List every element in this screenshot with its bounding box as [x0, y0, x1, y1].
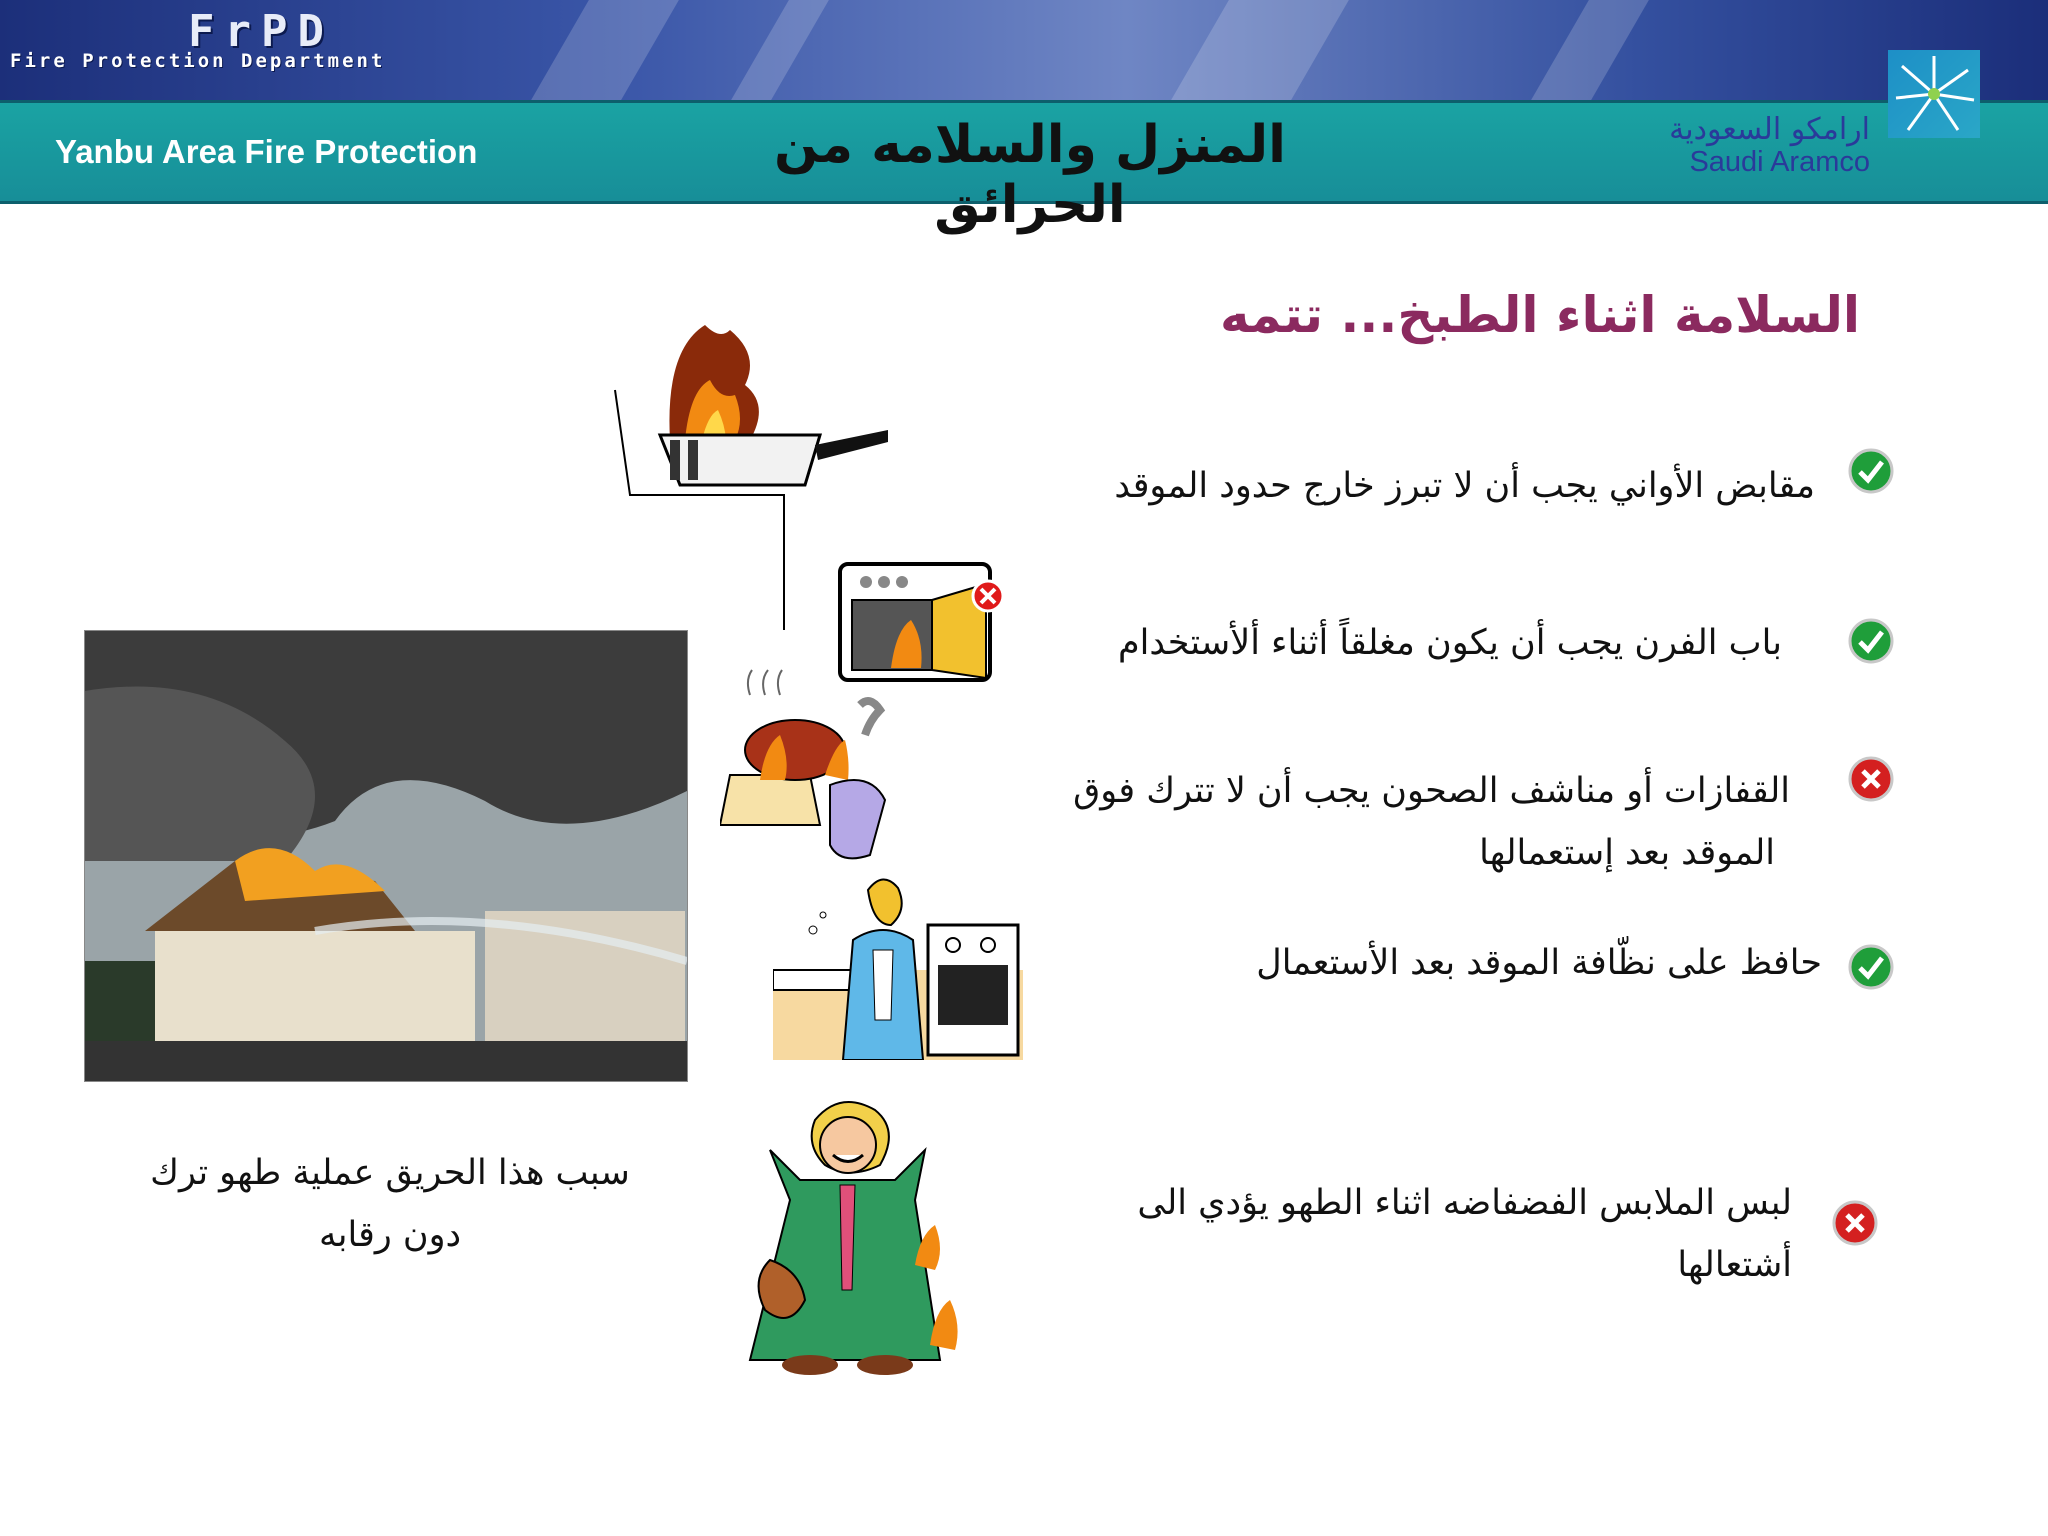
tip-3-text-line2: الموقد بعد إستعمالها	[1479, 833, 1775, 873]
tip-2-text: باب الفرن يجب أن يكون مغلقاً أثناء ألأستخدام	[1118, 623, 1782, 663]
tip-4-text: حافظ على نظّافة الموقد بعد الأستعمال	[1256, 943, 1822, 983]
photo-caption-line2: دون رقابه	[318, 1215, 462, 1255]
check-icon	[1848, 618, 1894, 664]
slide-title: المنزل والسلامه من الحرائق	[774, 115, 1286, 235]
aramco-star-icon	[1888, 50, 1980, 138]
connector-line	[783, 495, 785, 630]
woman-loose-clothes-fire-illustration	[730, 1090, 1005, 1380]
aramco-logo-arabic: ارامكو السعودية	[1669, 112, 1870, 147]
aramco-logo-english: Saudi Aramco	[1689, 146, 1870, 178]
burning-pot-glove-illustration	[720, 665, 900, 870]
tip-5-text-line2: أشتعالها	[1677, 1245, 1792, 1285]
tip-1-text: مقابض الأواني يجب أن لا تبرز خارج حدود الموقد	[1114, 466, 1815, 506]
woman-cleaning-stove-illustration	[773, 870, 1023, 1060]
section-subheading: السلامة اثناء الطبخ... تتمه	[1220, 286, 1860, 344]
department-name: Fire Protection Department	[10, 50, 386, 72]
check-icon	[1848, 448, 1894, 494]
cross-icon	[1832, 1200, 1878, 1246]
tip-3-text-line1: القفازات أو مناشف الصحون يجب أن لا تترك فوق	[1073, 771, 1790, 811]
tip-5-text-line1: لبس الملابس الفضفاضه اثناء الطهو يؤدي الى	[1137, 1183, 1792, 1223]
area-label: Yanbu Area Fire Protection	[55, 133, 478, 170]
cross-icon	[1848, 756, 1894, 802]
flaming-pan-illustration	[610, 310, 900, 510]
frpd-logo-text: FrPD	[188, 6, 334, 57]
photo-caption-line1: سبب هذا الحريق عملية طهو ترك	[150, 1153, 630, 1193]
check-icon	[1848, 944, 1894, 990]
house-fire-photo	[84, 630, 688, 1082]
